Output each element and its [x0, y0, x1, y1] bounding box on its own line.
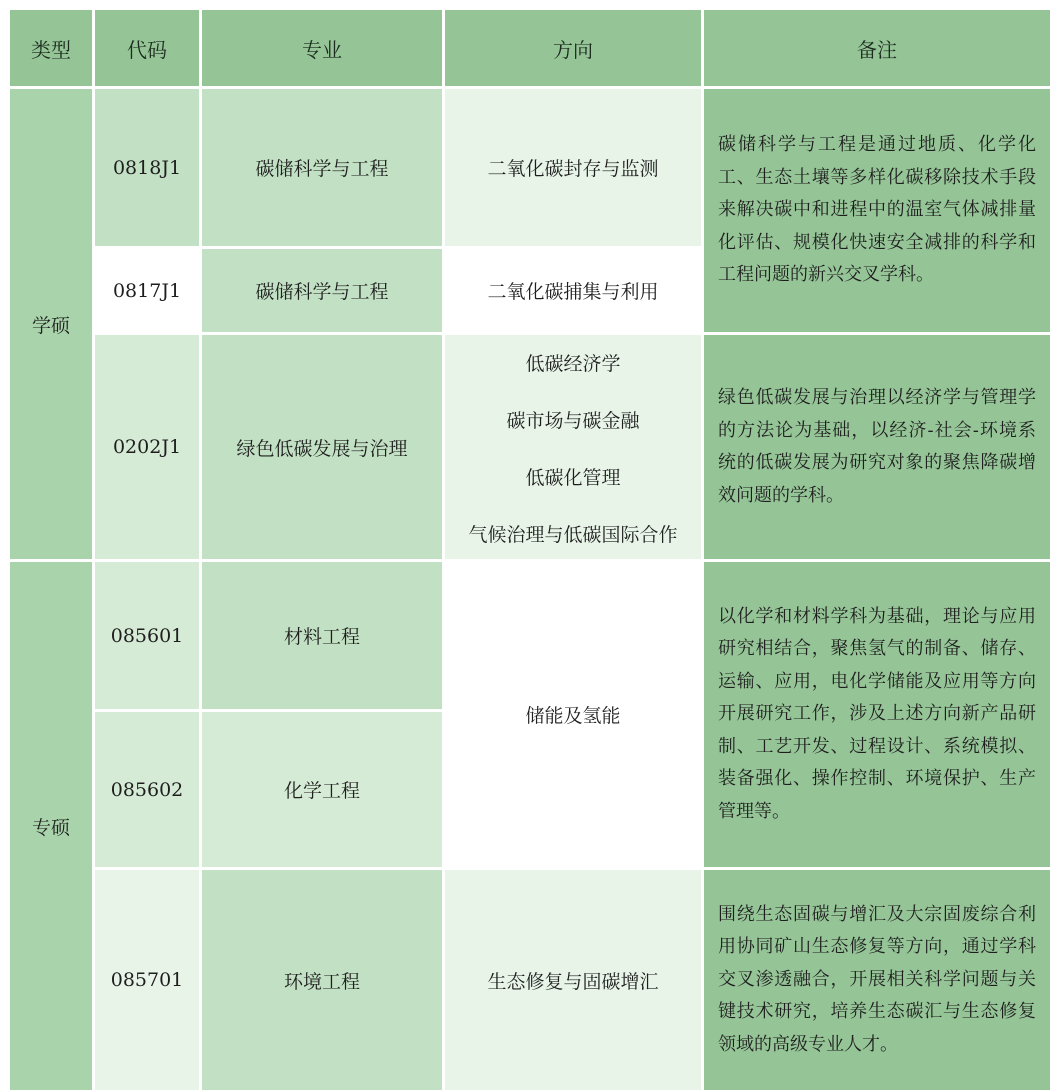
note-cell	[704, 562, 1050, 867]
note-text: 碳储科学与工程是通过地质、化学化工、生态土壤等多样化碳移除技术手段来解决碳中和进程中的温室气体减排量化评估、规模化快速安全减排的科学和工程问题的新兴交叉学科。	[718, 134, 1036, 286]
direction-item: 碳市场与碳金融	[506, 410, 640, 432]
code-cell: 0202J1	[95, 335, 199, 559]
header-major: 专业	[202, 10, 442, 86]
major-cell: 材料工程	[202, 562, 442, 709]
code-cell: 0817J1	[95, 249, 199, 332]
code-cell: 085701	[95, 870, 199, 1090]
programs-table	[10, 10, 1044, 1076]
header-notes: 备注	[704, 10, 1050, 86]
direction-item: 低碳经济学	[525, 353, 621, 375]
direction-cell: 二氧化碳封存与监测	[445, 89, 701, 246]
direction-cell: 储能及氢能	[445, 562, 701, 867]
type-professional: 专硕	[10, 562, 92, 1090]
note-cell	[704, 335, 1050, 559]
major-cell: 环境工程	[202, 870, 442, 1090]
code-cell: 0818J1	[95, 89, 199, 246]
major-cell: 碳储科学与工程	[202, 89, 442, 246]
major-cell: 化学工程	[202, 712, 442, 867]
code-cell: 085601	[95, 562, 199, 709]
note-text: 以化学和材料学科为基础，理论与应用研究相结合，聚焦氢气的制备、储存、运输、应用，电化学储能及应用等方向开展研究工作，涉及上述方向新产品研制、工艺开发、过程设计、系统模拟、装备强化、操作控制、环境保护、生产管理等。	[718, 605, 1036, 822]
note-cell	[704, 870, 1050, 1090]
major-cell: 碳储科学与工程	[202, 249, 442, 332]
major-cell: 绿色低碳发展与治理	[202, 335, 442, 559]
header-code: 代码	[95, 10, 199, 86]
header-type: 类型	[10, 10, 92, 86]
direction-cell: 生态修复与固碳增汇	[445, 870, 701, 1090]
note-cell	[704, 89, 1050, 332]
direction-cell: 二氧化碳捕集与利用	[445, 249, 701, 332]
note-text: 围绕生态固碳与增汇及大宗固废综合利用协同矿山生态修复等方向，通过学科交叉渗透融合，开展相关科学问题与关键技术研究，培养生态碳汇与生态修复领域的高级专业人才。	[718, 903, 1036, 1055]
code-cell: 085602	[95, 712, 199, 867]
direction-item: 气候治理与低碳国际合作	[468, 524, 678, 546]
note-text: 绿色低碳发展与治理以经济学与管理学的方法论为基础，以经济-社会-环境系统的低碳发展为研究对象的聚焦降碳增效问题的学科。	[718, 387, 1036, 506]
direction-item: 低碳化管理	[525, 467, 621, 489]
type-academic: 学硕	[10, 89, 92, 559]
direction-list	[445, 335, 701, 559]
header-direction: 方向	[445, 10, 701, 86]
